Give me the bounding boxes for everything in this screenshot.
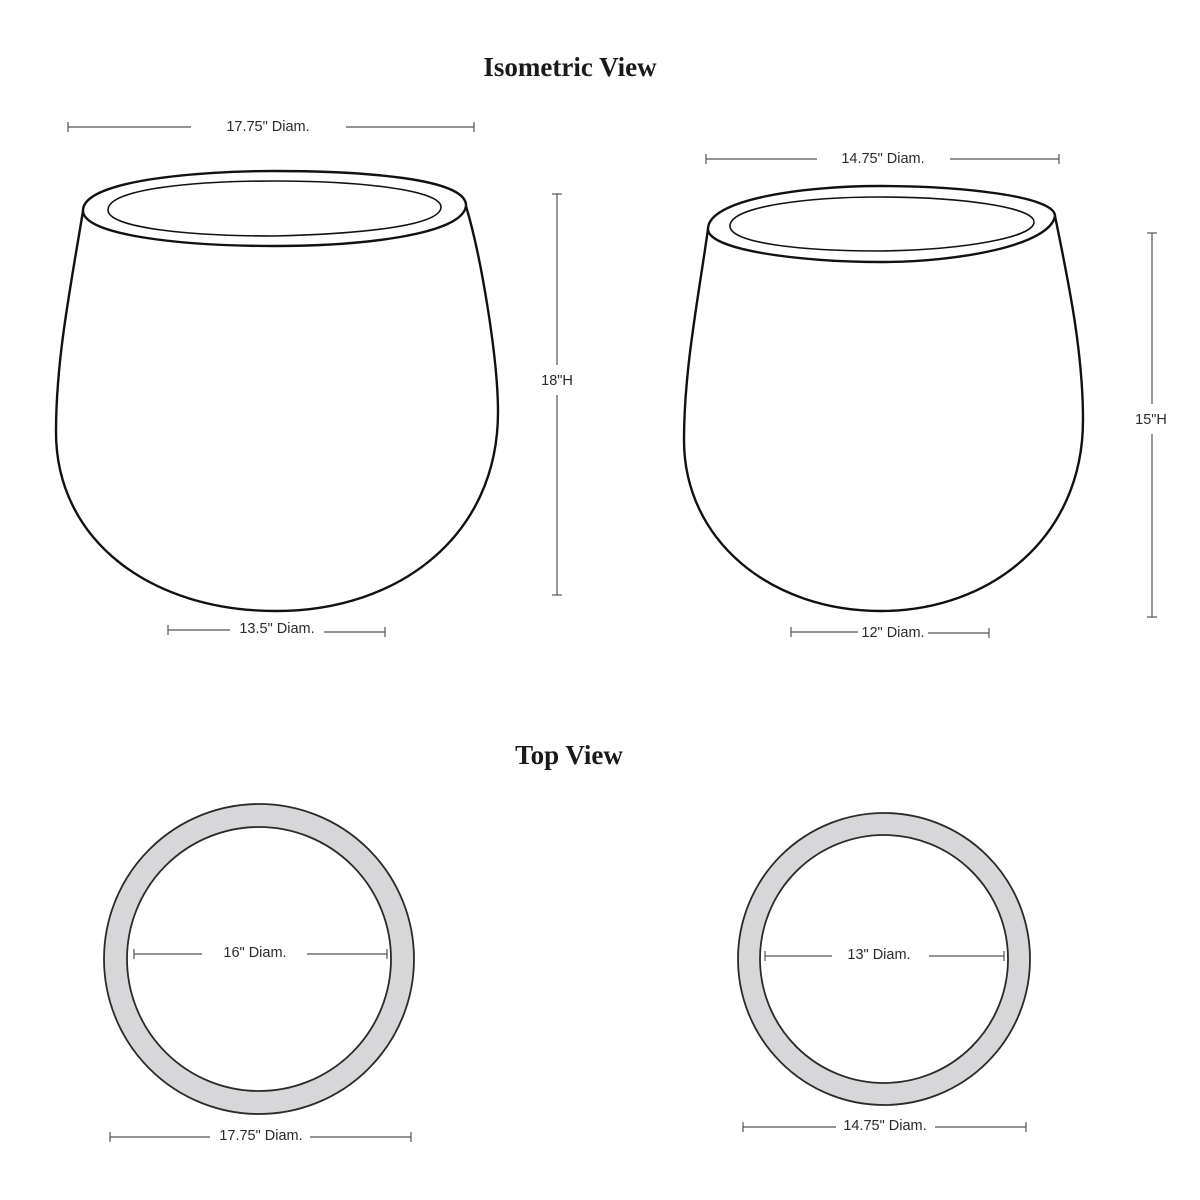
- small-pot-base-diameter-label: 12" Diam.: [861, 625, 925, 641]
- small-pot-top-view: [738, 813, 1030, 1134]
- large-pot-body: [56, 206, 498, 611]
- small-pot-height-dimension: [1135, 233, 1167, 617]
- small-pot-body: [684, 216, 1083, 611]
- large-pot-outer-diameter-dimension: [110, 1128, 411, 1144]
- small-pot-isometric: [684, 186, 1083, 611]
- large-pot-base-diameter-label: 13.5" Diam.: [239, 621, 315, 637]
- small-pot-height-label: 15"H: [1135, 412, 1167, 428]
- top-view-title: Top View: [515, 740, 623, 770]
- large-pot-height-dimension: [541, 194, 573, 595]
- isometric-view-title: Isometric View: [483, 52, 657, 82]
- small-pot-outer-diameter-label: 14.75" Diam.: [843, 1118, 927, 1134]
- large-pot-base-diameter-dimension: [168, 621, 385, 637]
- large-pot-top-diameter-label: 17.75" Diam.: [226, 119, 310, 135]
- large-pot-height-label: 18"H: [541, 373, 573, 389]
- large-pot-inner-diameter-label: 16" Diam.: [223, 945, 287, 961]
- large-pot-top-view: [104, 804, 414, 1144]
- small-pot-top-diameter-dimension: [706, 151, 1059, 167]
- small-pot-base-diameter-dimension: [791, 625, 989, 641]
- small-pot-outer-diameter-dimension: [743, 1118, 1026, 1134]
- small-pot-inner-diameter-label: 13" Diam.: [847, 947, 911, 963]
- large-pot-isometric: [56, 171, 498, 611]
- large-pot-rim-inner: [108, 181, 441, 236]
- large-pot-outer-diameter-label: 17.75" Diam.: [219, 1128, 303, 1144]
- large-pot-top-diameter-dimension: [68, 119, 474, 135]
- small-pot-top-diameter-label: 14.75" Diam.: [841, 151, 925, 167]
